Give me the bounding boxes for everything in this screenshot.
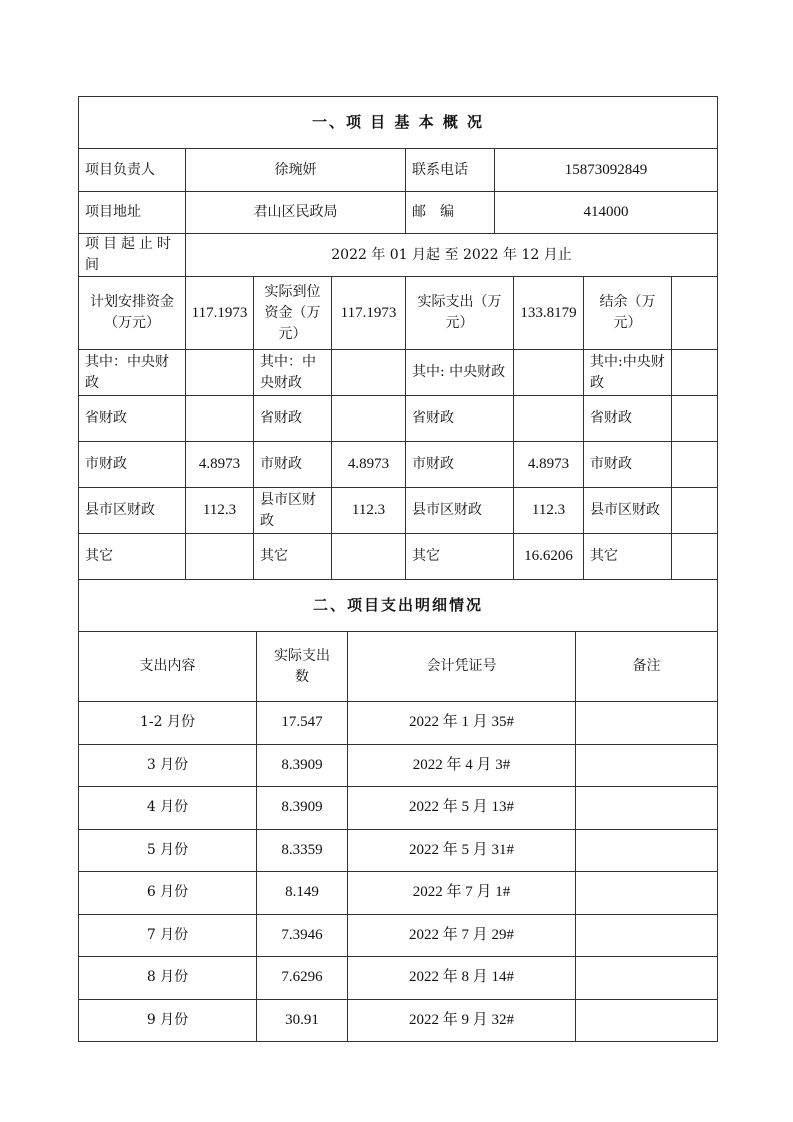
postcode-label: 邮 编 <box>406 192 495 234</box>
expense-month: 4 月份 <box>79 787 257 830</box>
expense-voucher: 2022 年 9 月 32# <box>348 999 576 1042</box>
fund-source-label: 市财政 <box>584 442 672 488</box>
fund-source-label: 县市区财政 <box>79 488 186 534</box>
expense-row <box>79 957 718 1000</box>
expense-row <box>79 872 718 915</box>
expense-remark <box>576 957 718 1000</box>
expense-row <box>79 999 718 1042</box>
address-value: 君山区民政局 <box>186 192 406 234</box>
expense-amount: 8.3909 <box>257 744 348 787</box>
fund-source-label: 其它 <box>254 534 332 580</box>
funds-row <box>79 396 718 442</box>
expense-amount: 8.3909 <box>257 787 348 830</box>
fund-source-value <box>672 488 718 534</box>
fund-source-label: 其中: 中央财政 <box>406 350 514 396</box>
expense-month: 8 月份 <box>79 957 257 1000</box>
expense-row <box>79 829 718 872</box>
header-content: 支出内容 <box>79 632 257 702</box>
expense-header-row <box>79 632 718 702</box>
postcode-value: 414000 <box>495 192 718 234</box>
header-remark: 备注 <box>576 632 718 702</box>
fund-source-label: 省财政 <box>254 396 332 442</box>
actual-spend-value: 133.8179 <box>514 277 584 350</box>
fund-source-value <box>186 396 254 442</box>
planned-funds-value: 117.1973 <box>186 277 254 350</box>
section2-title: 二、项目支出明细情况 <box>79 580 718 632</box>
header-amount: 实际支出数 <box>257 632 348 702</box>
fund-source-value: 112.3 <box>186 488 254 534</box>
fund-source-value <box>514 396 584 442</box>
address-label: 项目地址 <box>79 192 186 234</box>
expense-voucher: 2022 年 7 月 1# <box>348 872 576 915</box>
expense-remark <box>576 914 718 957</box>
expense-row <box>79 914 718 957</box>
expense-voucher: 2022 年 4 月 3# <box>348 744 576 787</box>
expense-remark <box>576 999 718 1042</box>
funds-row <box>79 442 718 488</box>
fund-source-label: 县市区财政 <box>254 488 332 534</box>
fund-source-value <box>186 350 254 396</box>
expense-voucher: 2022 年 5 月 13# <box>348 787 576 830</box>
fund-source-label: 其它 <box>406 534 514 580</box>
expense-remark <box>576 744 718 787</box>
expense-amount: 17.547 <box>257 702 348 745</box>
expense-month: 5 月份 <box>79 829 257 872</box>
fund-source-label: 县市区财政 <box>584 488 672 534</box>
project-report <box>78 97 717 1042</box>
expense-remark <box>576 787 718 830</box>
actual-spend-label: 实际支出（万元） <box>406 277 514 350</box>
fund-source-label: 市财政 <box>406 442 514 488</box>
fund-source-label: 其它 <box>79 534 186 580</box>
leader-value: 徐琬妍 <box>186 149 406 192</box>
expense-remark <box>576 829 718 872</box>
fund-source-label: 县市区财政 <box>406 488 514 534</box>
fund-source-value <box>332 396 406 442</box>
fund-source-label: 省财政 <box>584 396 672 442</box>
expense-remark <box>576 872 718 915</box>
actual-funds-label: 实际到位资金（万元） <box>254 277 332 350</box>
fund-source-label: 其它 <box>584 534 672 580</box>
period-label: 项目起止时间 <box>79 234 186 277</box>
fund-source-label: 市财政 <box>79 442 186 488</box>
funds-row <box>79 350 718 396</box>
expense-voucher: 2022 年 7 月 29# <box>348 914 576 957</box>
section1-title: 一、项 目 基 本 概 况 <box>79 97 718 149</box>
expense-amount: 7.6296 <box>257 957 348 1000</box>
fund-source-value: 112.3 <box>332 488 406 534</box>
funds-row <box>79 534 718 580</box>
phone-label: 联系电话 <box>406 149 495 192</box>
leader-label: 项目负责人 <box>79 149 186 192</box>
expense-month: 1-2 月份 <box>79 702 257 745</box>
expense-remark <box>576 702 718 745</box>
fund-source-value <box>672 396 718 442</box>
fund-source-value: 112.3 <box>514 488 584 534</box>
expense-month: 6 月份 <box>79 872 257 915</box>
expense-table <box>78 579 718 1042</box>
expense-amount: 30.91 <box>257 999 348 1042</box>
fund-source-value <box>186 534 254 580</box>
fund-source-value <box>672 442 718 488</box>
fund-source-value <box>332 350 406 396</box>
fund-source-value: 4.8973 <box>332 442 406 488</box>
fund-source-value <box>672 534 718 580</box>
period-value: 2022 年 01 月起 至 2022 年 12 月止 <box>186 234 718 277</box>
expense-voucher: 2022 年 5 月 31# <box>348 829 576 872</box>
balance-label: 结余（万元） <box>584 277 672 350</box>
expense-voucher: 2022 年 8 月 14# <box>348 957 576 1000</box>
phone-value: 15873092849 <box>495 149 718 192</box>
fund-source-label: 其中:中央财政 <box>584 350 672 396</box>
expense-month: 3 月份 <box>79 744 257 787</box>
fund-source-value <box>672 350 718 396</box>
header-voucher: 会计凭证号 <box>348 632 576 702</box>
funds-header-row <box>79 277 718 350</box>
fund-source-value: 4.8973 <box>514 442 584 488</box>
expense-amount: 8.3359 <box>257 829 348 872</box>
expense-row <box>79 787 718 830</box>
actual-funds-value: 117.1973 <box>332 277 406 350</box>
planned-funds-label: 计划安排资金（万元） <box>79 277 186 350</box>
expense-row <box>79 702 718 745</box>
fund-source-value: 4.8973 <box>186 442 254 488</box>
fund-source-value <box>514 350 584 396</box>
expense-amount: 7.3946 <box>257 914 348 957</box>
fund-source-value <box>332 534 406 580</box>
basic-info-table <box>78 96 718 277</box>
expense-amount: 8.149 <box>257 872 348 915</box>
fund-source-label: 省财政 <box>79 396 186 442</box>
expense-row <box>79 744 718 787</box>
balance-value <box>672 277 718 350</box>
expense-month: 7 月份 <box>79 914 257 957</box>
expense-voucher: 2022 年 1 月 35# <box>348 702 576 745</box>
fund-source-label: 其中：中央财政 <box>79 350 186 396</box>
funds-table <box>78 276 718 580</box>
fund-source-label: 省财政 <box>406 396 514 442</box>
fund-source-label: 市财政 <box>254 442 332 488</box>
fund-source-label: 其中：中央财政 <box>254 350 332 396</box>
expense-month: 9 月份 <box>79 999 257 1042</box>
fund-source-value: 16.6206 <box>514 534 584 580</box>
funds-row <box>79 488 718 534</box>
